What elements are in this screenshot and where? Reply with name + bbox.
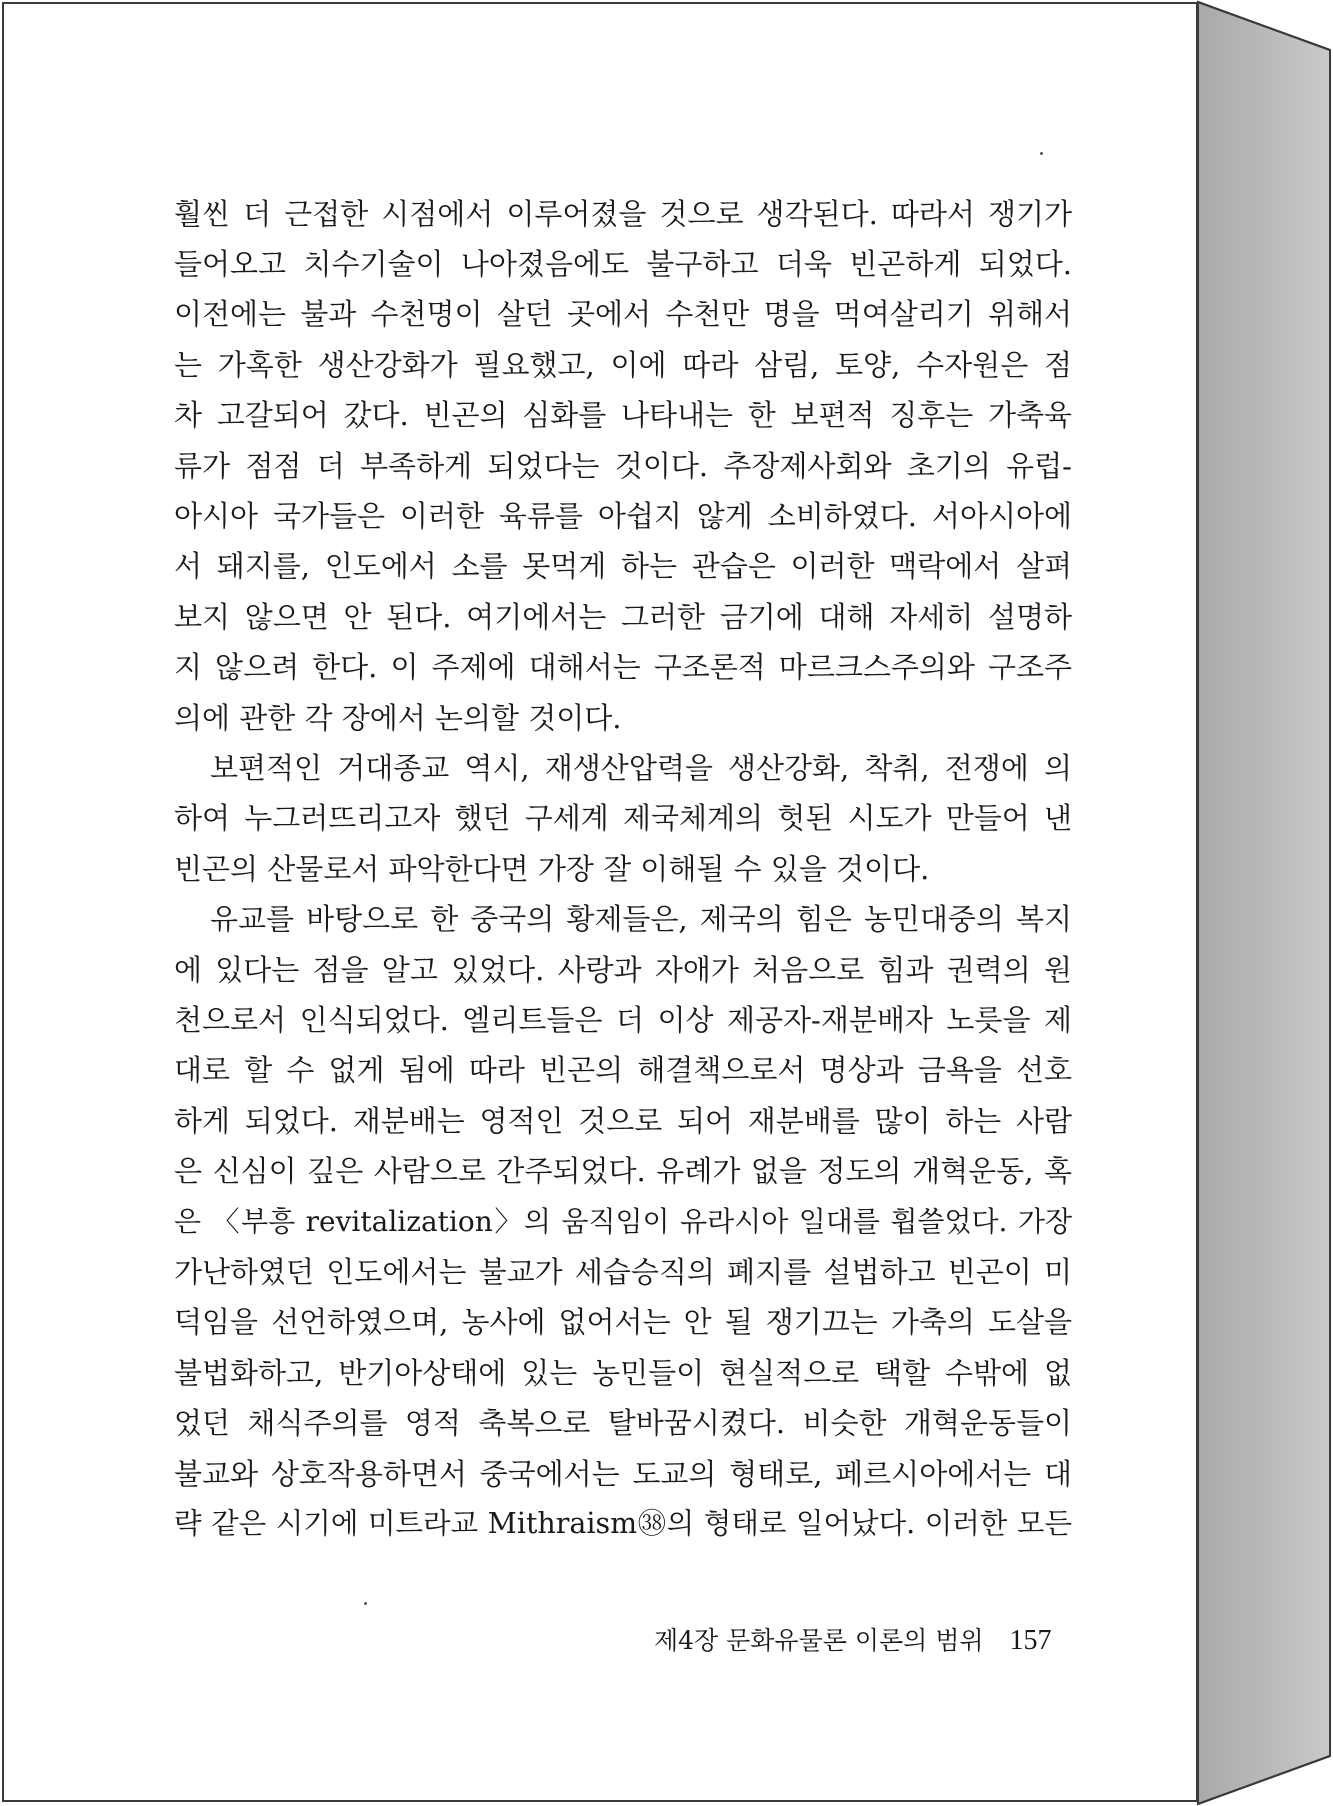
text-line: 이전에는 불과 수천명이 살던 곳에서 수천만 명을 먹여살리기 위해서 [174, 297, 1072, 331]
text-line: 의에 관한 각 장에서 논의할 것이다. [174, 701, 622, 735]
text-line: 하여 누그러뜨리고자 했던 구세계 제국체계의 헛된 시도가 만들어 낸 [174, 801, 1072, 835]
text-line: 하게 되었다. 재분배는 영적인 것으로 되어 재분배를 많이 하는 사람 [174, 1104, 1072, 1138]
text-line: 훨씬 더 근접한 시점에서 이루어졌을 것으로 생각된다. 따라서 쟁기가 [174, 197, 1072, 231]
text-line: 는 가혹한 생산강화가 필요했고, 이에 따라 삼림, 토양, 수자원은 점 [174, 348, 1072, 382]
page-number: 157 [1009, 1625, 1052, 1656]
text-line: 차 고갈되어 갔다. 빈곤의 심화를 나타내는 한 보편적 징후는 가축육 [174, 398, 1072, 432]
text-line: 천으로서 인식되었다. 엘리트들은 더 이상 제공자-재분배자 노릇을 제 [174, 1003, 1072, 1037]
text-line: 었던 채식주의를 영적 축복으로 탈바꿈시켰다. 비슷한 개혁운동들이 [174, 1406, 1072, 1440]
text-line: 에 있다는 점을 알고 있었다. 사랑과 자애가 처음으로 힘과 권력의 원 [174, 953, 1072, 987]
text-line: 서 돼지를, 인도에서 소를 못먹게 하는 관습은 이러한 맥락에서 살펴 [174, 549, 1072, 583]
book-page [2, 2, 1198, 1802]
text-line: 아시아 국가들은 이러한 육류를 아쉽지 않게 소비하였다. 서아시아에 [174, 499, 1072, 533]
text-line: 들어오고 치수기술이 나아졌음에도 불구하고 더욱 빈곤하게 되었다. [174, 247, 1072, 281]
text-line: 덕임을 선언하였으며, 농사에 없어서는 안 될 쟁기끄는 가축의 도살을 [174, 1305, 1072, 1339]
text-line: 불법화하고, 반기아상태에 있는 농민들이 현실적으로 택할 수밖에 없 [174, 1356, 1072, 1390]
text-line: 유교를 바탕으로 한 중국의 황제들은, 제국의 힘은 농민대중의 복지 [210, 902, 1072, 936]
scan-speck [364, 1602, 367, 1605]
text-line: 은 신심이 깊은 사람으로 간주되었다. 유례가 없을 정도의 개혁운동, 혹 [174, 1154, 1072, 1188]
running-chapter-title: 제4장 문화유물론 이론의 범위 [654, 1626, 984, 1655]
text-line: 은 〈부흥 revitalization〉의 움직임이 유라시아 일대를 휩쓸었다. 가장 [174, 1205, 1072, 1238]
page-footer [654, 1621, 1074, 1661]
text-line: 류가 점점 더 부족하게 되었다는 것이다. 추장제사회와 초기의 유럽- [174, 449, 1072, 483]
text-line: 불교와 상호작용하면서 중국에서는 도교의 형태로, 페르시아에서는 대 [174, 1457, 1072, 1491]
text-line: 가난하였던 인도에서는 불교가 세습승직의 폐지를 설법하고 빈곤이 미 [174, 1255, 1072, 1289]
text-line: 보편적인 거대종교 역시, 재생산압력을 생산강화, 착취, 전쟁에 의 [210, 751, 1072, 785]
scan-speck [1040, 152, 1043, 155]
text-line: 략 같은 시기에 미트라교 Mithraism㊳의 형태로 일어났다. 이러한 모든 [174, 1507, 1072, 1540]
text-line: 빈곤의 산물로서 파악한다면 가장 잘 이해될 수 있을 것이다. [174, 852, 930, 886]
text-line: 대로 할 수 없게 됨에 따라 빈곤의 해결책으로서 명상과 금욕을 선호 [174, 1053, 1072, 1087]
text-line: 보지 않으면 안 된다. 여기에서는 그러한 금기에 대해 자세히 설명하 [174, 600, 1072, 634]
text-line: 지 않으려 한다. 이 주제에 대해서는 구조론적 마르크스주의와 구조주 [174, 650, 1072, 684]
